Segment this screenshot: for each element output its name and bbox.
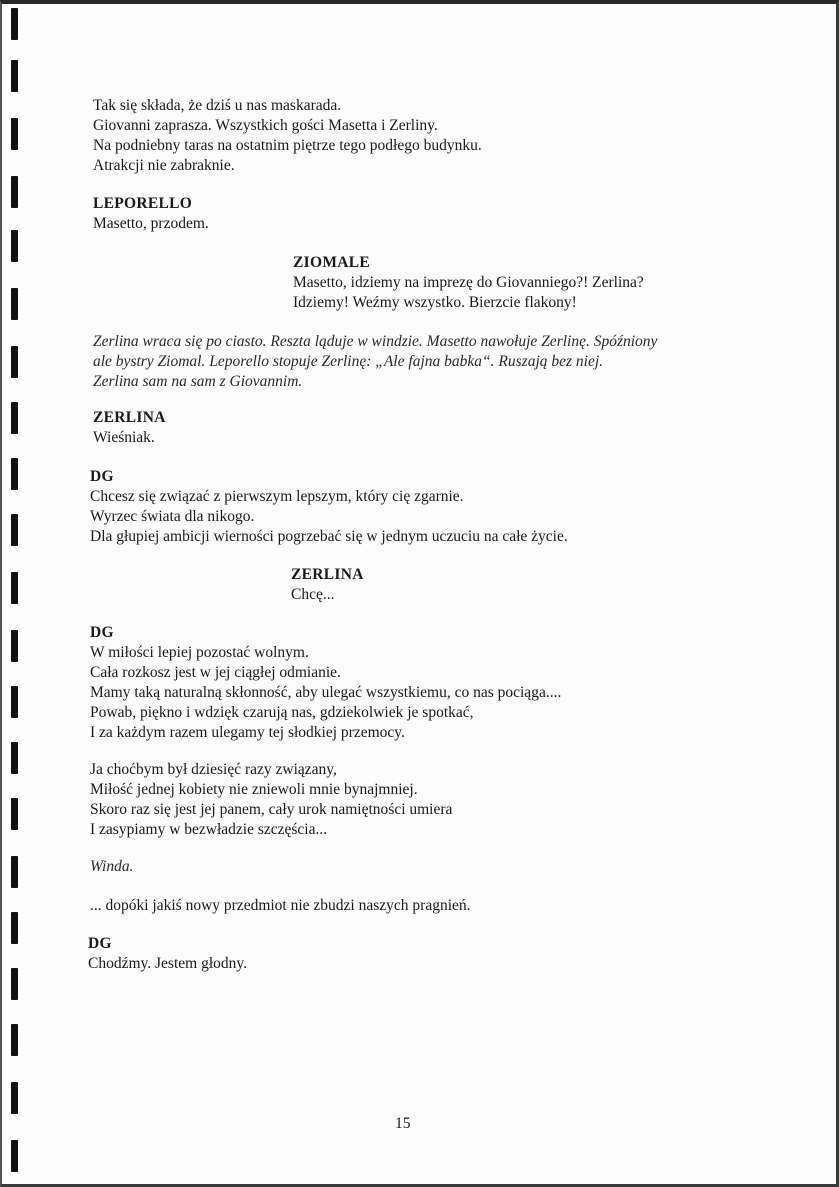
dialogue-line: Miłość jednej kobiety nie zniewoli mnie bynajmniej. [90,781,418,798]
binding-hole [11,798,18,830]
dialogue-line: Cała rozkosz jest w jej ciągłej odmianie. [90,664,341,681]
speaker-name: ZERLINA [93,409,166,426]
dialogue-line: Skoro raz się jest jej panem, cały urok namiętności umiera [90,801,453,818]
dialogue-line: Mamy taką naturalną skłonność, aby ulegać wszystkiemu, co nas pociąga.... [90,684,562,701]
dialogue-line: I za każdym razem ulegamy tej słodkiej przemocy. [90,724,405,741]
dialogue-line: Wieśniak. [93,429,155,446]
dialogue-line: Idziemy! Weźmy wszystko. Bierzcie flakony! [293,294,577,311]
binding-hole [11,686,18,718]
binding-hole [11,1082,18,1114]
speaker-name: ZIOMALE [293,254,371,271]
page-number: 15 [395,1115,411,1132]
binding-hole [11,514,18,546]
binding-hole [11,912,18,944]
binding-hole [11,118,18,150]
binding-hole [11,8,18,40]
binding-hole [11,458,18,490]
dialogue-line: Chcesz się związać z pierwszym lepszym, który cię zgarnie. [90,488,464,505]
dialogue-line: Masetto, idziemy na imprezę do Giovanniego?! Zerlina? [293,274,644,291]
binding-hole [11,402,18,434]
speaker-name: DG [90,624,114,641]
speaker-name: DG [90,468,114,485]
speaker-name: LEPORELLO [93,195,193,212]
binding-hole [11,968,18,1000]
intro-line: Tak się składa, że dziś u nas maskarada. [93,97,342,114]
binding-hole [11,1024,18,1056]
stage-direction: Winda. [90,858,134,875]
dialogue-line: W miłości lepiej pozostać wolnym. [90,644,309,661]
dialogue-line: Powab, piękno i wdzięk czarują nas, gdziekolwiek je spotkać, [90,704,474,721]
speaker-name: ZERLINA [291,566,364,583]
dialogue-line: I zasypiamy w bezwładzie szczęścia... [90,821,328,838]
stage-direction: Zerlina sam na sam z Giovannim. [93,373,303,390]
binding-hole [11,60,18,92]
dialogue-line: Chcę... [291,586,335,603]
binding-hole [11,176,18,208]
binding-hole [11,572,18,604]
binding-hole [11,742,18,774]
binding-hole [11,630,18,662]
speaker-name: DG [88,935,112,952]
binding-hole [11,346,18,378]
dialogue-line: Chodźmy. Jestem głodny. [88,955,248,972]
binding-holes [11,0,21,1187]
binding-hole [11,856,18,888]
dialogue-line: Wyrzec świata dla nikogo. [90,508,255,525]
binding-hole [11,1140,18,1172]
intro-line: Na podniebny taras na ostatnim piętrze tego podłego budynku. [93,137,482,154]
binding-hole [11,230,18,262]
dialogue-line: Dla głupiej ambicji wierności pogrzebać się w jednym uczuciu na całe życie. [90,528,568,545]
dialogue-line: ... dopóki jakiś nowy przedmiot nie zbudzi naszych pragnień. [90,897,471,914]
binding-hole [11,288,18,320]
dialogue-line: Masetto, przodem. [93,215,209,232]
stage-direction: ale bystry Ziomal. Leporello stopuje Zerlinę: „Ale fajna babka“. Ruszają bez niej. [93,353,604,370]
intro-line: Giovanni zaprasza. Wszystkich gości Masetta i Zerliny. [93,117,438,134]
dialogue-line: Ja choćbym był dziesięć razy związany, [90,761,337,778]
stage-direction: Zerlina wraca się po ciasto. Reszta ląduje w windzie. Masetto nawołuje Zerlinę. Spóźniony [93,333,658,350]
intro-line: Atrakcji nie zabraknie. [93,157,235,174]
